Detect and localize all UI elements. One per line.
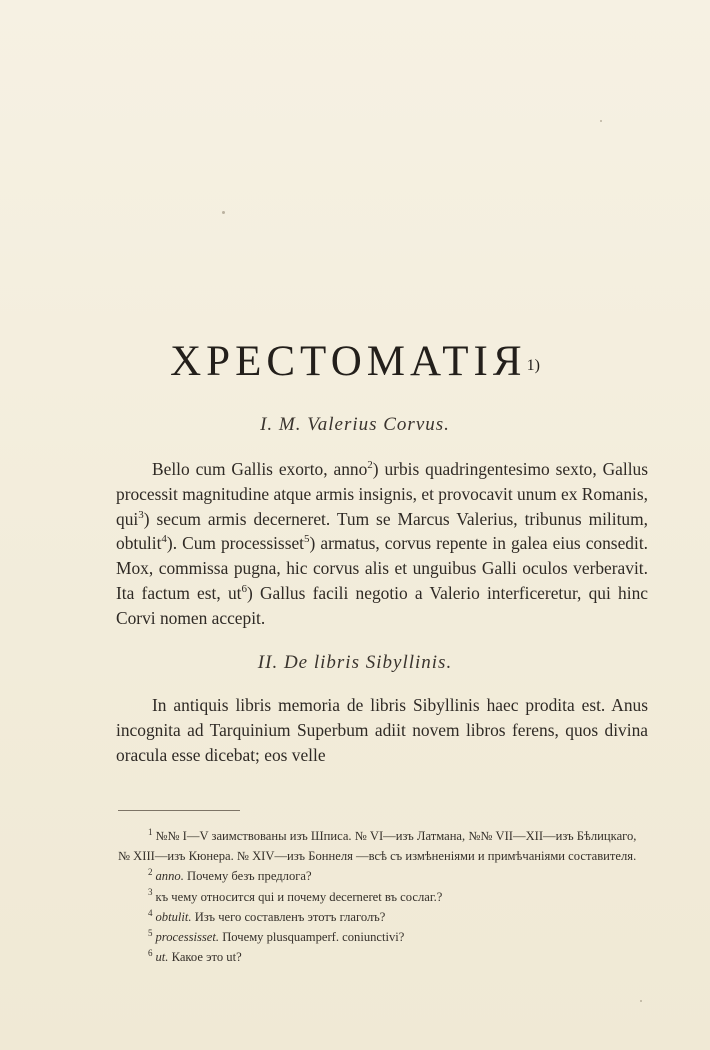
footnote-term: ut.: [155, 950, 169, 965]
text-run: ) armatus, corvus repente in galea eius consedit. Mox, commissa pugna, hic corvus alis et unguibus Galli oculos verberavit. Ita factum est, ut: [116, 533, 649, 603]
footnote-5: [118, 927, 648, 947]
footnote-ref: 5: [304, 533, 310, 546]
footnote-3: [118, 887, 648, 907]
footnote-number: 3: [148, 887, 153, 898]
footnote-1: [118, 826, 648, 866]
footnote-2: [118, 866, 648, 886]
footnote-number: 4: [148, 907, 153, 918]
footnote-term: obtulit.: [155, 909, 192, 924]
footnote-ref: 4: [161, 533, 167, 546]
footnote-number: 5: [148, 927, 153, 938]
footnote-6: [118, 947, 648, 967]
footnote-text: Какое это ut?: [171, 950, 242, 965]
footnote-text: №№ I—V заимствованы изъ Шписа. № VI—изъ Латмана, №№ VII—XII—изъ Бѣлицкаго, № XIII—изъ Кюнера. № XIV—изъ Боннеля —всѣ съ измѣненіями и примѣчаніями составителя.: [118, 829, 637, 864]
page-title: [0, 336, 710, 388]
paper-speck: [222, 211, 225, 214]
footnote-term: anno.: [155, 869, 184, 884]
text-run: ). Cum processisset: [166, 533, 305, 554]
footnote-text: къ чему относится qui и почему decerneret въ сослаг.?: [155, 889, 443, 904]
footnote-number: 2: [148, 867, 153, 878]
footnote-ref: 2: [367, 459, 373, 472]
text-run: Bello cum Gallis exorto, anno: [152, 459, 368, 479]
paper-speck: [600, 120, 602, 122]
footnote-number: 6: [148, 948, 153, 959]
text-run: ) Gallus facili negotio a Valerio interficeretur, qui hinc Corvi nomen accepit.: [116, 582, 648, 628]
footnote-term: processisset.: [155, 930, 220, 945]
footnote-text: Почему безъ предлога?: [187, 869, 312, 884]
paper-speck: [640, 1000, 642, 1002]
footnote-ref: 3: [138, 508, 144, 521]
footnote-divider: [118, 810, 240, 811]
section-heading-valerius: I. M. Valerius Corvus.: [260, 414, 450, 435]
footnotes: [118, 826, 648, 967]
section-heading-sibyllini: II. De libris Sibyllinis.: [257, 652, 453, 673]
footnote-ref: 6: [241, 583, 247, 596]
title-footnote-marker: 1): [526, 357, 540, 374]
text-run: ) urbis quadringentesimo sexto, Gallus processit magnitudine atque armis insignis, et provocavit unum ex Romanis, qui: [116, 459, 648, 529]
footnote-4: [118, 907, 648, 927]
title-text: ХРЕСТОМАТІЯ: [170, 338, 527, 385]
section-text-valerius: [116, 457, 648, 631]
text-run: ) secum armis decerneret. Tum se Marcus Valerius, tribunus militum, obtulit: [116, 508, 648, 554]
footnote-text: Изъ чего составленъ этотъ глаголъ?: [194, 909, 386, 924]
footnote-text: Почему plusquamperf. coniunctivi?: [222, 930, 405, 945]
section-text-sibyllini: In antiquis libris memoria de libris Sibyllinis haec prodita est. Anus incognita ad Tarquinium Superbum adiit novem libros ferens, quos divina oracula esse dicebat; eos velle: [116, 695, 648, 765]
footnote-number: 1: [148, 826, 153, 837]
